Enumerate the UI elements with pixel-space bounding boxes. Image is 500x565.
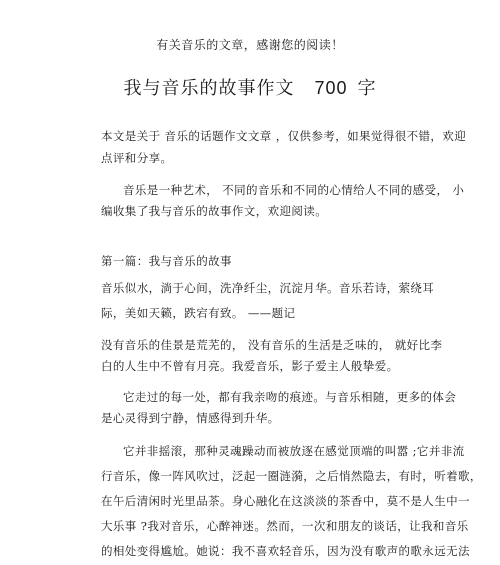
title-unit: 字 xyxy=(357,78,377,99)
title-number: 700 xyxy=(314,78,348,98)
p4-line-4: 大乐事 ?我对音乐，心醉神迷。然而，一次和朋友的谈话，让我和音乐 xyxy=(101,519,469,533)
p2-line-2: 白的人生中不曾有月亮。我爱音乐，影子爱主人般挚爱。 xyxy=(101,359,399,373)
lead-line-1: 音乐是一种艺术， 不同的音乐和不同的心情给人不同的感受， 小 xyxy=(123,183,465,197)
p1-line-1: 音乐似水，淌于心间，洗净纤尘，沉淀月华。音乐若诗，萦绕耳 xyxy=(101,281,435,295)
page-title xyxy=(0,74,500,100)
p4-line-2: 行音乐，像一阵风吹过，泛起一圈涟漪，之后悄然隐去，有时，听着歌， xyxy=(101,469,482,483)
p2-line-1: 没有音乐的佳景是荒芜的， 没有音乐的生活是乏味的， 就好比李 xyxy=(101,338,443,352)
p4-line-1: 它并非摇滚，那种灵魂躁动而被放逐在感觉顶端的叫嚣 ;它并非流 xyxy=(123,444,465,458)
p4-line-3: 在午后清闲时光里品茶。身心融化在这淡淡的茶香中，莫不是人生中一 xyxy=(101,494,470,508)
p1-line-2: 际，美如天籁，跌宕有致。 ——题记 xyxy=(101,306,296,320)
p4-line-5: 的相处变得尴尬。她说：我不喜欢轻音乐，因为没有歌声的歌永远无法 xyxy=(101,544,470,558)
lead-line-2: 编收集了我与音乐的故事作文，欢迎阅读。 xyxy=(101,204,328,218)
section-heading: 第一篇：我与音乐的故事 xyxy=(101,254,232,268)
p3-line-1: 它走过的每一处，都有我亲吻的痕迹。与音乐相随，更多的体会 xyxy=(123,390,457,404)
title-text: 我与音乐的故事作文 xyxy=(123,78,295,99)
intro-line-1: 本文是关于 音乐的话题作文文章 ，仅供参考，如果觉得很不错，欢迎 xyxy=(101,129,467,143)
p3-line-2: 是心灵得到宁静，情感得到升华。 xyxy=(101,411,280,425)
intro-line-2: 点评和分享。 xyxy=(101,151,173,165)
header-note: 有关音乐的文章，感谢您的阅读！ xyxy=(156,38,344,52)
